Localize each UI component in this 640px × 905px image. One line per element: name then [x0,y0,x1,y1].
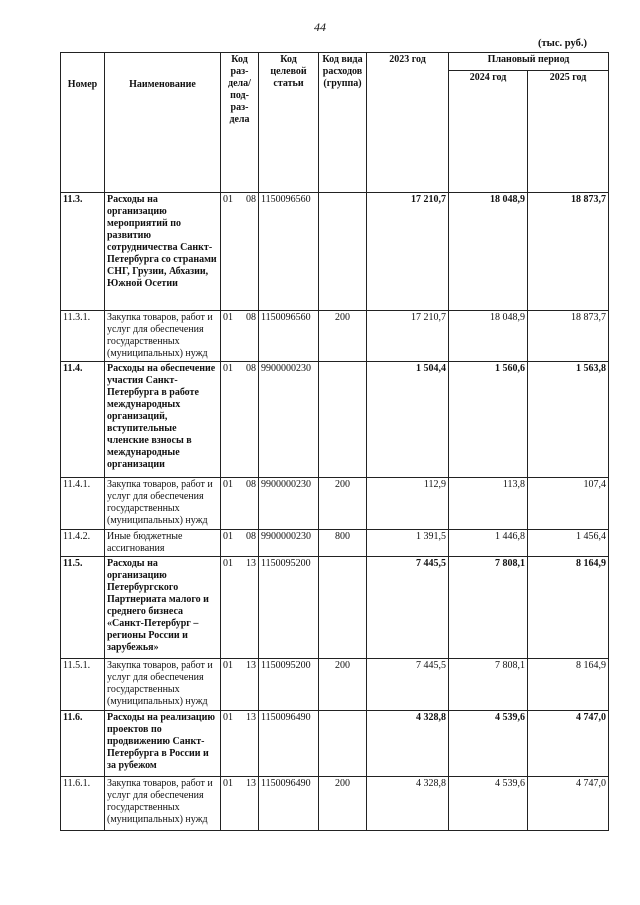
table-row [61,478,609,530]
table-row [61,659,609,711]
row-name: Расходы на организацию Петербургского Партнериата малого и среднего бизнеса «Санкт-Петербург – регионы России и зарубежья» [105,557,221,659]
row-subsection: 08 [246,194,256,205]
row-expense-type: 200 [319,478,367,530]
row-amount-2024: 1 560,6 [449,362,528,478]
row-amount-2025: 18 873,7 [528,311,609,362]
row-amount-2023: 1 504,4 [367,362,449,478]
header-year-2024: 2024 год [449,71,528,193]
row-amount-2023: 4 328,8 [367,777,449,831]
row-section: 01 [223,194,233,205]
row-subsection: 08 [246,312,256,323]
header-target-article: Код целевой статьи [259,53,319,193]
row-target-article: 1150096490 [259,777,319,831]
header-razdel: Код раз-дела/ под-раз-дела [221,53,259,193]
row-amount-2025: 4 747,0 [528,777,609,831]
row-razdel [221,362,259,478]
row-number: 11.5.1. [61,659,105,711]
row-target-article: 9900000230 [259,478,319,530]
row-target-article: 1150096560 [259,193,319,311]
table-row [61,777,609,831]
row-subsection: 13 [246,712,256,723]
row-target-article: 9900000230 [259,362,319,478]
row-target-article: 1150095200 [259,557,319,659]
row-number: 11.4. [61,362,105,478]
row-amount-2023: 4 328,8 [367,711,449,777]
row-name: Расходы на обеспечение участия Санкт-Петербурга в работе международных организаций, вступительные членские взносы в международные организации [105,362,221,478]
row-expense-type [319,711,367,777]
row-section: 01 [223,312,233,323]
row-amount-2025: 8 164,9 [528,557,609,659]
row-amount-2024: 18 048,9 [449,193,528,311]
row-amount-2023: 17 210,7 [367,193,449,311]
row-number: 11.4.2. [61,530,105,557]
header-name: Наименование [105,53,221,193]
row-name: Расходы на организацию мероприятий по развитию сотрудничества Санкт-Петербурга со странами СНГ, Грузии, Абхазии, Южной Осетии [105,193,221,311]
row-amount-2025: 8 164,9 [528,659,609,711]
row-subsection: 08 [246,479,256,490]
units-label: (тыс. руб.) [538,38,587,49]
row-section: 01 [223,531,233,542]
row-expense-type [319,193,367,311]
row-section: 01 [223,558,233,569]
table-header-row [61,53,609,71]
table-row [61,362,609,478]
row-target-article: 1150096560 [259,311,319,362]
row-target-article: 1150095200 [259,659,319,711]
header-year-2023: 2023 год [367,53,449,193]
row-expense-type [319,362,367,478]
page-number: 44 [314,20,326,34]
row-expense-type: 200 [319,659,367,711]
row-expense-type: 200 [319,311,367,362]
row-name: Закупка товаров, работ и услуг для обеспечения государственных (муниципальных) нужд [105,777,221,831]
row-amount-2023: 7 445,5 [367,557,449,659]
row-section: 01 [223,778,233,789]
row-amount-2025: 18 873,7 [528,193,609,311]
row-razdel [221,777,259,831]
row-number: 11.4.1. [61,478,105,530]
budget-table [60,52,609,831]
row-amount-2024: 18 048,9 [449,311,528,362]
row-razdel [221,311,259,362]
row-section: 01 [223,712,233,723]
row-number: 11.6. [61,711,105,777]
row-number: 11.5. [61,557,105,659]
row-razdel [221,557,259,659]
row-number: 11.6.1. [61,777,105,831]
row-subsection: 08 [246,363,256,374]
row-section: 01 [223,479,233,490]
row-amount-2024: 4 539,6 [449,711,528,777]
row-number: 11.3. [61,193,105,311]
row-amount-2024: 7 808,1 [449,557,528,659]
row-name: Иные бюджетные ассигнования [105,530,221,557]
row-target-article: 1150096490 [259,711,319,777]
table-row [61,193,609,311]
row-amount-2025: 1 456,4 [528,530,609,557]
row-amount-2025: 1 563,8 [528,362,609,478]
row-amount-2025: 4 747,0 [528,711,609,777]
row-subsection: 13 [246,778,256,789]
row-amount-2024: 7 808,1 [449,659,528,711]
header-plan-period: Плановый период [449,53,609,71]
row-name: Закупка товаров, работ и услуг для обеспечения государственных (муниципальных) нужд [105,478,221,530]
row-amount-2025: 107,4 [528,478,609,530]
row-name: Закупка товаров, работ и услуг для обеспечения государственных (муниципальных) нужд [105,311,221,362]
row-amount-2024: 1 446,8 [449,530,528,557]
table-row [61,557,609,659]
row-name: Закупка товаров, работ и услуг для обеспечения государственных (муниципальных) нужд [105,659,221,711]
table-row [61,530,609,557]
header-number: Номер [61,53,105,193]
row-amount-2023: 112,9 [367,478,449,530]
row-number: 11.3.1. [61,311,105,362]
row-amount-2023: 1 391,5 [367,530,449,557]
header-year-2025: 2025 год [528,71,609,193]
row-target-article: 9900000230 [259,530,319,557]
row-amount-2024: 4 539,6 [449,777,528,831]
header-expense-type: Код вида расходов (группа) [319,53,367,193]
row-razdel [221,530,259,557]
row-razdel [221,659,259,711]
table-row [61,711,609,777]
row-expense-type [319,557,367,659]
row-subsection: 13 [246,558,256,569]
row-amount-2024: 113,8 [449,478,528,530]
row-amount-2023: 7 445,5 [367,659,449,711]
table-row [61,311,609,362]
row-subsection: 13 [246,660,256,671]
row-razdel [221,711,259,777]
row-name: Расходы на реализацию проектов по продвижению Санкт-Петербурга в России и за рубежом [105,711,221,777]
row-expense-type: 800 [319,530,367,557]
row-section: 01 [223,363,233,374]
row-section: 01 [223,660,233,671]
row-expense-type: 200 [319,777,367,831]
row-subsection: 08 [246,531,256,542]
row-razdel [221,478,259,530]
row-amount-2023: 17 210,7 [367,311,449,362]
row-razdel [221,193,259,311]
